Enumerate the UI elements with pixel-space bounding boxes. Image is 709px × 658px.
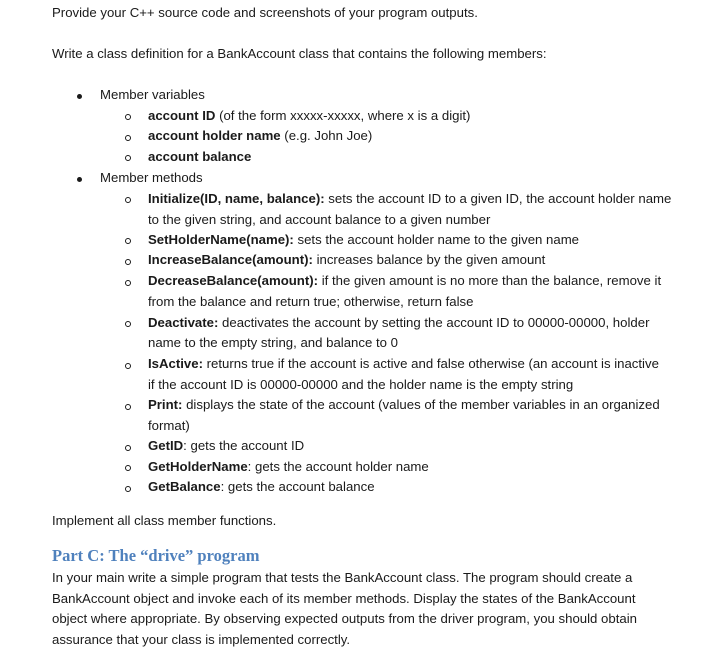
list-item-continuation: name to the empty string, and balance to 0 (148, 335, 398, 350)
list-item-continuation: from the balance and return true; otherwise, return false (148, 294, 474, 309)
list-item: account balance (148, 149, 252, 164)
list-item: SetHolderName(name): sets the account holder name to the given name (148, 232, 580, 247)
list-item: account holder name (e.g. John Joe) (148, 128, 373, 143)
list-item: IsActive: returns true if the account is active and false otherwise (an account is inactive (148, 356, 659, 371)
sub-bullet-icon (125, 404, 131, 410)
list-item: GetBalance: gets the account balance (148, 479, 375, 494)
list-item: Print: displays the state of the account (values of the member variables in an organized (148, 397, 660, 412)
list-item: GetID: gets the account ID (148, 438, 305, 453)
sub-bullet-icon (125, 259, 131, 265)
part-c-line: BankAccount object and invoke each of its member methods. Display the states of the BankAccount (52, 591, 636, 606)
sub-bullet-icon (125, 321, 131, 327)
bullet-icon (77, 177, 82, 182)
list-item: Initialize(ID, name, balance): sets the account ID to a given ID, the account holder name (148, 191, 672, 206)
sub-bullet-icon (125, 135, 131, 141)
bullet-icon (77, 94, 82, 99)
list-item-continuation: if the account ID is 00000-00000 and the holder name is the empty string (148, 377, 574, 392)
list-item: account ID (of the form xxxxx-xxxxx, where x is a digit) (148, 108, 471, 123)
list-item: GetHolderName: gets the account holder name (148, 459, 429, 474)
part-c-line: object where appropriate. By observing expected outputs from the driver program, you should obtain (52, 611, 637, 626)
sub-bullet-icon (125, 465, 131, 471)
sub-bullet-icon (125, 114, 131, 120)
sub-bullet-icon (125, 280, 131, 286)
sub-bullet-icon (125, 238, 131, 244)
sub-bullet-icon (125, 486, 131, 492)
intro-text: Provide your C++ source code and screenshots of your program outputs. (52, 5, 478, 20)
sub-bullet-icon (125, 197, 131, 203)
part-c-line: In your main write a simple program that tests the BankAccount class. The program should create a (52, 570, 633, 585)
list-item-continuation: to the given string, and account balance to a given number (148, 212, 491, 227)
sub-bullet-icon (125, 363, 131, 369)
part-c-line: assurance that your class is implemented correctly. (52, 632, 351, 647)
list-item: Deactivate: deactivates the account by setting the account ID to 00000-00000, holder (148, 315, 650, 330)
list-item: IncreaseBalance(amount): increases balance by the given amount (148, 252, 546, 267)
list-item-continuation: format) (148, 418, 190, 433)
implement-text: Implement all class member functions. (52, 513, 277, 528)
list-item: DecreaseBalance(amount): if the given amount is no more than the balance, remove it (148, 273, 662, 288)
part-c-heading: Part C: The “drive” program (52, 546, 260, 565)
sub-bullet-icon (125, 445, 131, 451)
member-variables-label: Member variables (100, 87, 205, 102)
task-text: Write a class definition for a BankAccount class that contains the following members: (52, 46, 547, 61)
member-methods-label: Member methods (100, 170, 203, 185)
sub-bullet-icon (125, 155, 131, 161)
